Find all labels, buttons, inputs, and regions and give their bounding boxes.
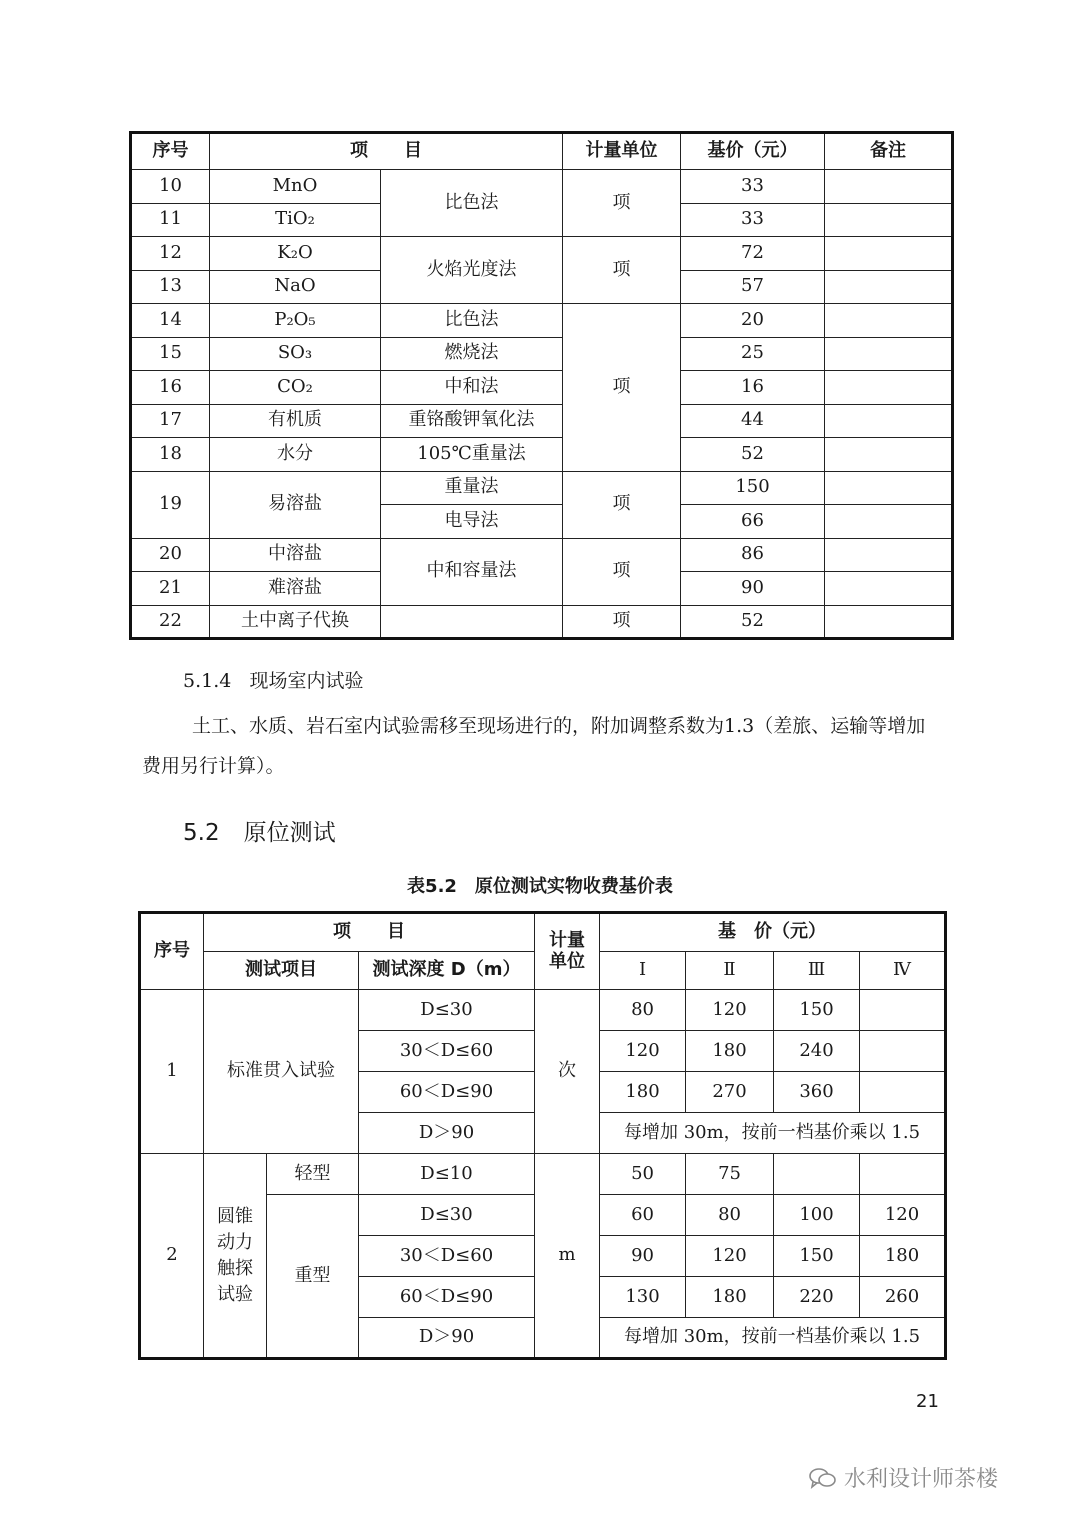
header-seq: 序号 <box>131 133 210 170</box>
cell-name: K₂O <box>210 237 381 271</box>
header-seq: 序号 <box>140 913 204 990</box>
header-grade-2: Ⅱ <box>686 952 774 990</box>
cell-price: 180 <box>600 1072 686 1113</box>
cell-name: 易溶盐 <box>210 471 381 538</box>
cell-name: SO₃ <box>210 337 381 371</box>
cell-price: 57 <box>681 270 825 304</box>
cell-name: CO₂ <box>210 371 381 405</box>
cell-price <box>860 1072 946 1113</box>
cell-seq: 12 <box>131 237 210 271</box>
cell-price: 16 <box>681 371 825 405</box>
header-grade-4: Ⅳ <box>860 952 946 990</box>
cell-price: 20 <box>681 304 825 338</box>
table-header-row <box>140 913 946 952</box>
cell-unit: 项 <box>563 170 681 237</box>
section-number: 5.2 <box>183 820 220 846</box>
cell-note <box>825 304 953 338</box>
cell-name: P₂O₅ <box>210 304 381 338</box>
cell-price: 80 <box>686 1195 774 1236</box>
body-paragraph: 土工、水质、岩石室内试验需移至现场进行的，附加调整系数为1.3（差旅、运输等增加费用另行计算）。 <box>142 715 926 777</box>
cell-price: 75 <box>686 1154 774 1195</box>
cell-depth: 30＜D≤60 <box>359 1031 535 1072</box>
header-price: 基价（元） <box>681 133 825 170</box>
in-situ-test-price-table <box>138 911 947 1360</box>
cell-name: MnO <box>210 170 381 204</box>
cell-depth: 30＜D≤60 <box>359 1236 535 1277</box>
cell-note <box>825 471 953 505</box>
cell-price <box>860 990 946 1031</box>
cell-note <box>825 605 953 639</box>
table-row <box>131 438 953 472</box>
cell-note <box>825 572 953 606</box>
section-number: 5.1.4 <box>183 670 232 692</box>
section-heading-5-2 <box>183 814 360 847</box>
cell-price: 25 <box>681 337 825 371</box>
cell-seq: 2 <box>140 1154 204 1359</box>
cell-name: TiO₂ <box>210 203 381 237</box>
cell-price: 220 <box>774 1277 860 1318</box>
cell-depth: 60＜D≤90 <box>359 1277 535 1318</box>
cell-price <box>860 1154 946 1195</box>
cell-method: 重量法 <box>381 471 563 505</box>
header-unit: 计量单位 <box>563 133 681 170</box>
cell-subtype: 重型 <box>267 1195 359 1359</box>
page-number: 21 <box>916 1391 939 1412</box>
wechat-icon <box>808 1466 838 1490</box>
cell-unit: 项 <box>563 538 681 605</box>
cell-seq: 15 <box>131 337 210 371</box>
cell-depth: D＞90 <box>359 1113 535 1154</box>
cell-method: 燃烧法 <box>381 337 563 371</box>
cell-seq: 10 <box>131 170 210 204</box>
cell-seq: 13 <box>131 270 210 304</box>
cell-seq: 22 <box>131 605 210 639</box>
cell-price: 150 <box>774 990 860 1031</box>
cell-note <box>825 505 953 539</box>
cell-note: 每增加 30m，按前一档基价乘以 1.5 <box>600 1318 946 1359</box>
cell-note <box>825 170 953 204</box>
table-row <box>140 1154 946 1195</box>
cell-method: 电导法 <box>381 505 563 539</box>
cell-name: 有机质 <box>210 404 381 438</box>
cell-name: 中溶盐 <box>210 538 381 572</box>
cell-note <box>825 371 953 405</box>
cell-seq: 17 <box>131 404 210 438</box>
cell-note <box>825 438 953 472</box>
cell-price <box>860 1031 946 1072</box>
cell-seq: 19 <box>131 471 210 538</box>
cell-price: 33 <box>681 170 825 204</box>
cell-method: 中和容量法 <box>381 538 563 605</box>
cell-price: 86 <box>681 538 825 572</box>
cell-price: 52 <box>681 605 825 639</box>
cell-seq: 18 <box>131 438 210 472</box>
table-row <box>131 605 953 639</box>
cell-price: 130 <box>600 1277 686 1318</box>
cell-unit: 次 <box>535 990 600 1154</box>
cell-note <box>825 337 953 371</box>
table-row <box>131 304 953 338</box>
cell-price: 180 <box>686 1277 774 1318</box>
cell-price: 150 <box>774 1236 860 1277</box>
cell-method: 中和法 <box>381 371 563 405</box>
cell-seq: 21 <box>131 572 210 606</box>
cell-depth: D≤30 <box>359 990 535 1031</box>
cell-seq: 1 <box>140 990 204 1154</box>
cell-price: 66 <box>681 505 825 539</box>
header-grade-1: Ⅰ <box>600 952 686 990</box>
cell-method: 105℃重量法 <box>381 438 563 472</box>
cell-note: 每增加 30m，按前一档基价乘以 1.5 <box>600 1113 946 1154</box>
cell-price: 100 <box>774 1195 860 1236</box>
cell-test-name: 圆锥 动力 触探 试验 <box>204 1154 267 1359</box>
cell-price: 120 <box>860 1195 946 1236</box>
cell-price: 120 <box>600 1031 686 1072</box>
cell-subtype: 轻型 <box>267 1154 359 1195</box>
cell-price: 360 <box>774 1072 860 1113</box>
table-row <box>131 371 953 405</box>
table-row <box>131 170 953 204</box>
cell-method: 重铬酸钾氧化法 <box>381 404 563 438</box>
table-row <box>131 471 953 505</box>
cell-price: 72 <box>681 237 825 271</box>
cell-seq: 11 <box>131 203 210 237</box>
cell-seq: 20 <box>131 538 210 572</box>
header-note: 备注 <box>825 133 953 170</box>
cell-price: 60 <box>600 1195 686 1236</box>
cell-depth: 60＜D≤90 <box>359 1072 535 1113</box>
watermark <box>808 1462 998 1493</box>
cell-seq: 16 <box>131 371 210 405</box>
table-row <box>140 990 946 1031</box>
analysis-price-table <box>129 131 954 640</box>
cell-note <box>825 538 953 572</box>
watermark-text: 水利设计师茶楼 <box>844 1467 999 1492</box>
cell-test-name: 标准贯入试验 <box>204 990 359 1154</box>
cell-price: 150 <box>681 471 825 505</box>
header-price: 基 价（元） <box>600 913 946 952</box>
table-row <box>131 237 953 271</box>
cell-name: 水分 <box>210 438 381 472</box>
section-title: 原位测试 <box>243 820 336 846</box>
cell-unit: 项 <box>563 605 681 639</box>
cell-note <box>825 203 953 237</box>
cell-price: 180 <box>860 1236 946 1277</box>
header-depth: 测试深度 D（m） <box>359 952 535 990</box>
table-row <box>131 337 953 371</box>
cell-price: 270 <box>686 1072 774 1113</box>
cell-depth: D≤30 <box>359 1195 535 1236</box>
cell-name: NaO <box>210 270 381 304</box>
cell-price: 33 <box>681 203 825 237</box>
table-row <box>131 404 953 438</box>
cell-name: 土中离子代换 <box>210 605 381 639</box>
cell-method: 比色法 <box>381 170 563 237</box>
table-caption: 表5.2 原位测试实物收费基价表 <box>407 876 673 897</box>
cell-unit: 项 <box>563 304 681 472</box>
cell-price: 120 <box>686 1236 774 1277</box>
cell-unit: 项 <box>563 471 681 538</box>
cell-price: 52 <box>681 438 825 472</box>
cell-method: 比色法 <box>381 304 563 338</box>
header-test-item: 测试项目 <box>204 952 359 990</box>
cell-price: 180 <box>686 1031 774 1072</box>
cell-price: 50 <box>600 1154 686 1195</box>
table-row <box>131 538 953 572</box>
header-item: 项 目 <box>204 913 535 952</box>
cell-price: 260 <box>860 1277 946 1318</box>
cell-method: 火焰光度法 <box>381 237 563 304</box>
cell-unit: m <box>535 1154 600 1359</box>
cell-note <box>825 404 953 438</box>
cell-depth: D＞90 <box>359 1318 535 1359</box>
cell-note <box>825 270 953 304</box>
cell-price: 80 <box>600 990 686 1031</box>
cell-price: 240 <box>774 1031 860 1072</box>
header-grade-3: Ⅲ <box>774 952 860 990</box>
cell-price: 90 <box>600 1236 686 1277</box>
cell-price: 90 <box>681 572 825 606</box>
header-item: 项 目 <box>210 133 563 170</box>
cell-depth: D≤10 <box>359 1154 535 1195</box>
table-header-row <box>131 133 953 170</box>
section-heading-5-1-4 <box>183 666 364 693</box>
cell-price: 44 <box>681 404 825 438</box>
cell-price: 120 <box>686 990 774 1031</box>
cell-seq: 14 <box>131 304 210 338</box>
cell-unit: 项 <box>563 237 681 304</box>
section-title: 现场室内试验 <box>249 670 364 692</box>
cell-method <box>381 605 563 639</box>
cell-name: 难溶盐 <box>210 572 381 606</box>
cell-note <box>825 237 953 271</box>
cell-price <box>774 1154 860 1195</box>
header-unit: 计量 单位 <box>535 913 600 990</box>
